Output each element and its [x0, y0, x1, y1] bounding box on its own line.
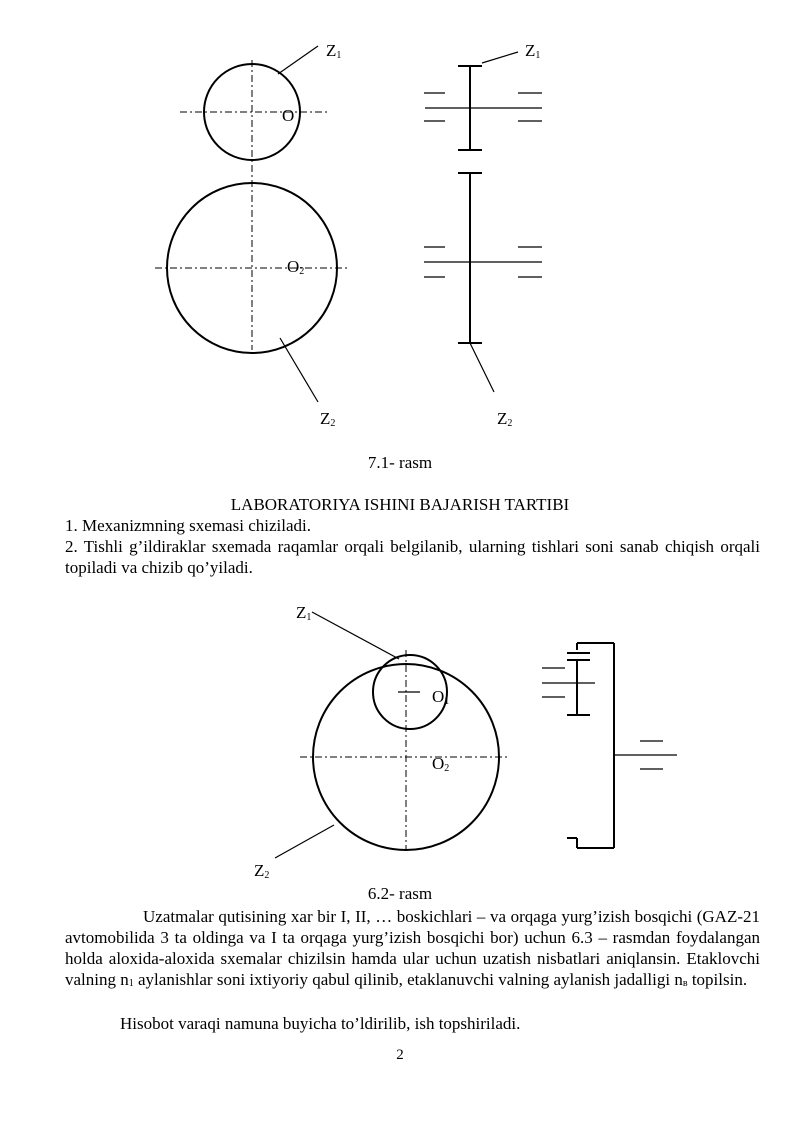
leader-z2-right — [470, 343, 494, 392]
gear-z1-scheme — [542, 653, 595, 715]
leader-z2 — [275, 825, 334, 858]
label-o2: O2 — [432, 754, 450, 774]
label-z1-right: Z1 — [525, 41, 541, 61]
gear-z1-scheme — [424, 66, 542, 150]
section-heading: LABORATORIYA ISHINI BAJARISH TARTIBI — [230, 495, 570, 514]
label-z1: Z1 — [296, 603, 312, 623]
label-z2: Z2 — [254, 861, 270, 881]
figure-2-caption: 6.2- rasm — [367, 884, 433, 903]
leader-z1-left — [278, 46, 318, 74]
leader-z1-right — [482, 52, 518, 63]
figure-7-1 — [0, 0, 800, 440]
internal-gear-scheme — [567, 643, 677, 848]
step-2: 2. Tishli g’ildiraklar sxemada raqamlar orqali belgilanib, ularning tishlari soni sanab chiqish orqali topiladi va chizib qo’yiladi. — [65, 537, 760, 577]
label-o2: O2 — [287, 257, 305, 277]
gear-z2-scheme — [424, 173, 542, 343]
page-number: 2 — [396, 1047, 404, 1063]
body-paragraph: Uzatmalar qutisining xar bir I, II, … boskichlari – va orqaga yurg’izish bosqichi (GAZ-21 avtomobilida 3 ta oldinga va I ta orqaga yurg’izish bosqichi bor) uchun 6.3 – rasmdan foydalangan holda aloxida-aloxida sxemalar chizilsin hamda ular uchun uzatish nisbatlari aniqlansin. Etaklovchi valning n1 aylanishlar soni ixtiyoriy qabul qilinib, etaklanuvchi valning aylanish jadalligi nв topilsin. — [65, 907, 760, 989]
closing-paragraph: Hisobot varaqi namuna buyicha to’ldirilib, ish topshiriladi. — [120, 1014, 521, 1033]
leader-z2-left — [280, 338, 318, 402]
step-1: 1. Mexanizmning sxemasi chiziladi. — [65, 516, 311, 535]
label-o1: O1 — [432, 687, 450, 707]
label-z2-left: Z2 — [320, 409, 336, 429]
figure-6-2 — [0, 590, 800, 890]
label-o-top: O — [282, 106, 295, 125]
label-z1-left: Z1 — [326, 41, 342, 61]
label-z2-right: Z2 — [497, 409, 513, 429]
figure-1-caption: 7.1- rasm — [367, 453, 433, 472]
leader-z1 — [312, 612, 399, 659]
